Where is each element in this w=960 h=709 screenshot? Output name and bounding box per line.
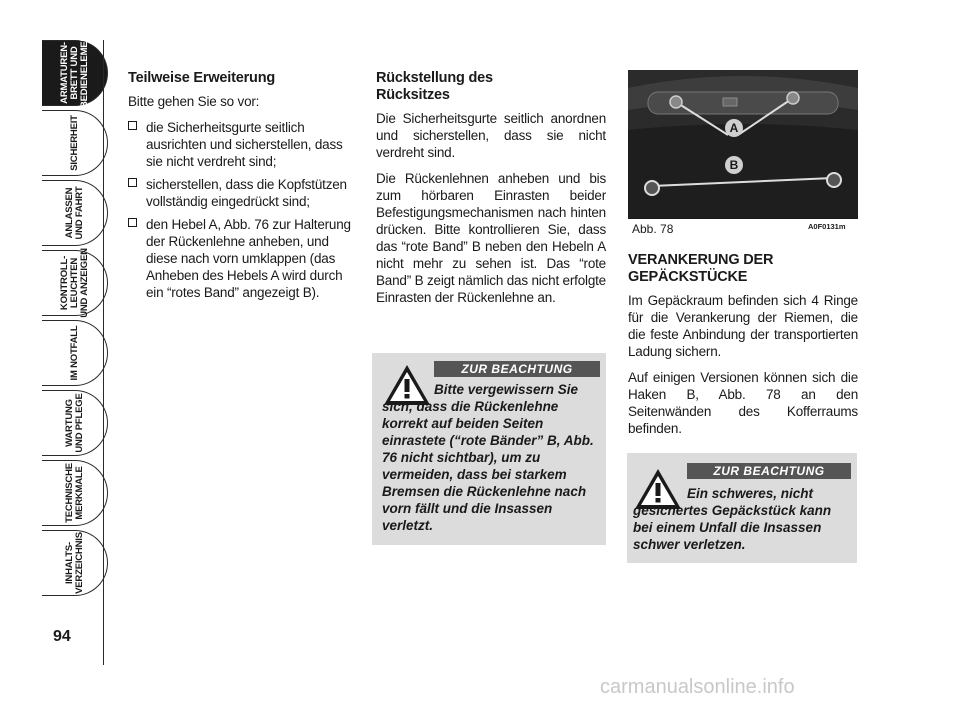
step-list (128, 119, 356, 301)
section-heading: Teilweise Erweiterung (128, 70, 276, 86)
figure-code: A0F0131m (808, 222, 846, 231)
tab-label: WARTUNG UND PFLEGE (63, 393, 85, 453)
section-teilweise-erweiterung (128, 70, 356, 307)
tab-im-notfall[interactable] (42, 320, 108, 386)
tab-sicherheit[interactable] (42, 110, 108, 176)
section-heading: VERANKERUNG DER GEPÄCKSTÜCKE (628, 252, 774, 285)
warning-title: ZUR BEACHTUNG (434, 361, 600, 377)
watermark: carmanualsonline.info (600, 676, 795, 698)
figure-caption: Abb. 78 (632, 222, 674, 236)
paragraph: Die Rückenlehnen anheben und bis zum hörbaren Einrasten beider Befestigungsmechanismen nach hinten drücken. Bitte kontrollieren Sie, dass das “rote Band” B neben den Hebeln A nicht mehr zu sehen ist. Das “rote Band” B zeigt nämlich das nicht erfolgte Einrasten der Rückenlehne an. (376, 171, 606, 305)
page-number: 94 (53, 628, 71, 645)
chapter-sidebar (30, 23, 108, 660)
list-item-text: die Sicherheitsgurte seitlich ausrichten und sicherstellen, dass sie nicht verdreht sind; (146, 120, 343, 169)
tab-inhaltsverzeichnis[interactable] (42, 530, 108, 596)
paragraph: Die Sicherheitsgurte seitlich anordnen und sicherstellen, dass sie nicht verdreht sind. (376, 111, 606, 160)
tab-label: ARMATUREN- BRETT UND BEDIENELEMENTE (58, 23, 90, 108)
trunk-illustration (628, 70, 858, 218)
list-item (128, 216, 356, 301)
tab-label: IM NOTFALL (68, 325, 80, 381)
tab-label: INHALTS- VERZEICHNIS (63, 532, 85, 594)
warning-box (627, 453, 857, 563)
list-item (128, 176, 356, 210)
warning-title: ZUR BEACHTUNG (687, 463, 851, 479)
intro-text: Bitte gehen Sie so vor: (128, 94, 260, 109)
warning-text: Ein schweres, nicht gesichertes Gepäckstück kann bei einem Unfall die Insassen schwer verletzen. (633, 486, 832, 552)
list-item-text: sicherstellen, dass die Kopfstützen vollständig eingedrückt sind; (146, 177, 347, 209)
section-verankerung (628, 252, 858, 446)
paragraph: Im Gepäckraum befinden sich 4 Ringe für die Verankerung der Riemen, die die feste Anbindung der transportierten Ladung sichern. (628, 293, 858, 359)
tab-kontrollleuchten[interactable] (42, 250, 108, 316)
warning-box (372, 353, 606, 545)
checkbox-bullet-icon (128, 121, 137, 130)
list-item-text: den Hebel A, Abb. 76 zur Halterung der Rückenlehne anheben, und diese nach vorn umklappen (das Anheben des Hebels A wird durch ein “rotes Band” angezeigt B). (146, 217, 351, 300)
warning-text: Bitte vergewissern Sie sich, dass die Rückenlehne korrekt auf beiden Seiten einrastete (“rote Bänder” B, Abb. 76 nicht sichtbar), um zu vermeiden, dass bei starkem Bremsen die Rückenlehne nach vorn fällt und die Insassen verletzt. (382, 382, 594, 533)
checkbox-bullet-icon (128, 178, 137, 187)
label-a: A (729, 121, 739, 135)
section-rueckstellung (376, 70, 606, 315)
tab-label: SICHERHEIT (68, 115, 80, 171)
section-heading: Rückstellung des Rücksitzes (376, 70, 493, 103)
figure-rule (628, 218, 858, 219)
sidebar-divider (103, 40, 104, 665)
figure-abb-78 (628, 70, 858, 218)
list-item (128, 119, 356, 170)
paragraph: Auf einigen Versionen können sich die Haken B, Abb. 78 an den Seitenwänden des Kofferraums befinden. (628, 370, 858, 436)
tab-armaturenbrett[interactable] (42, 23, 108, 108)
tab-anlassen[interactable] (42, 180, 108, 246)
label-b: B (729, 158, 739, 172)
tab-label: KONTROLL- LEUCHTEN UND ANZEIGEN (58, 248, 90, 318)
tab-label: ANLASSEN UND FAHRT (63, 186, 85, 240)
tab-label: TECHNISCHE MERKMALE (63, 463, 85, 523)
tab-technische-merkmale[interactable] (42, 460, 108, 526)
tab-wartung[interactable] (42, 390, 108, 456)
checkbox-bullet-icon (128, 218, 137, 227)
